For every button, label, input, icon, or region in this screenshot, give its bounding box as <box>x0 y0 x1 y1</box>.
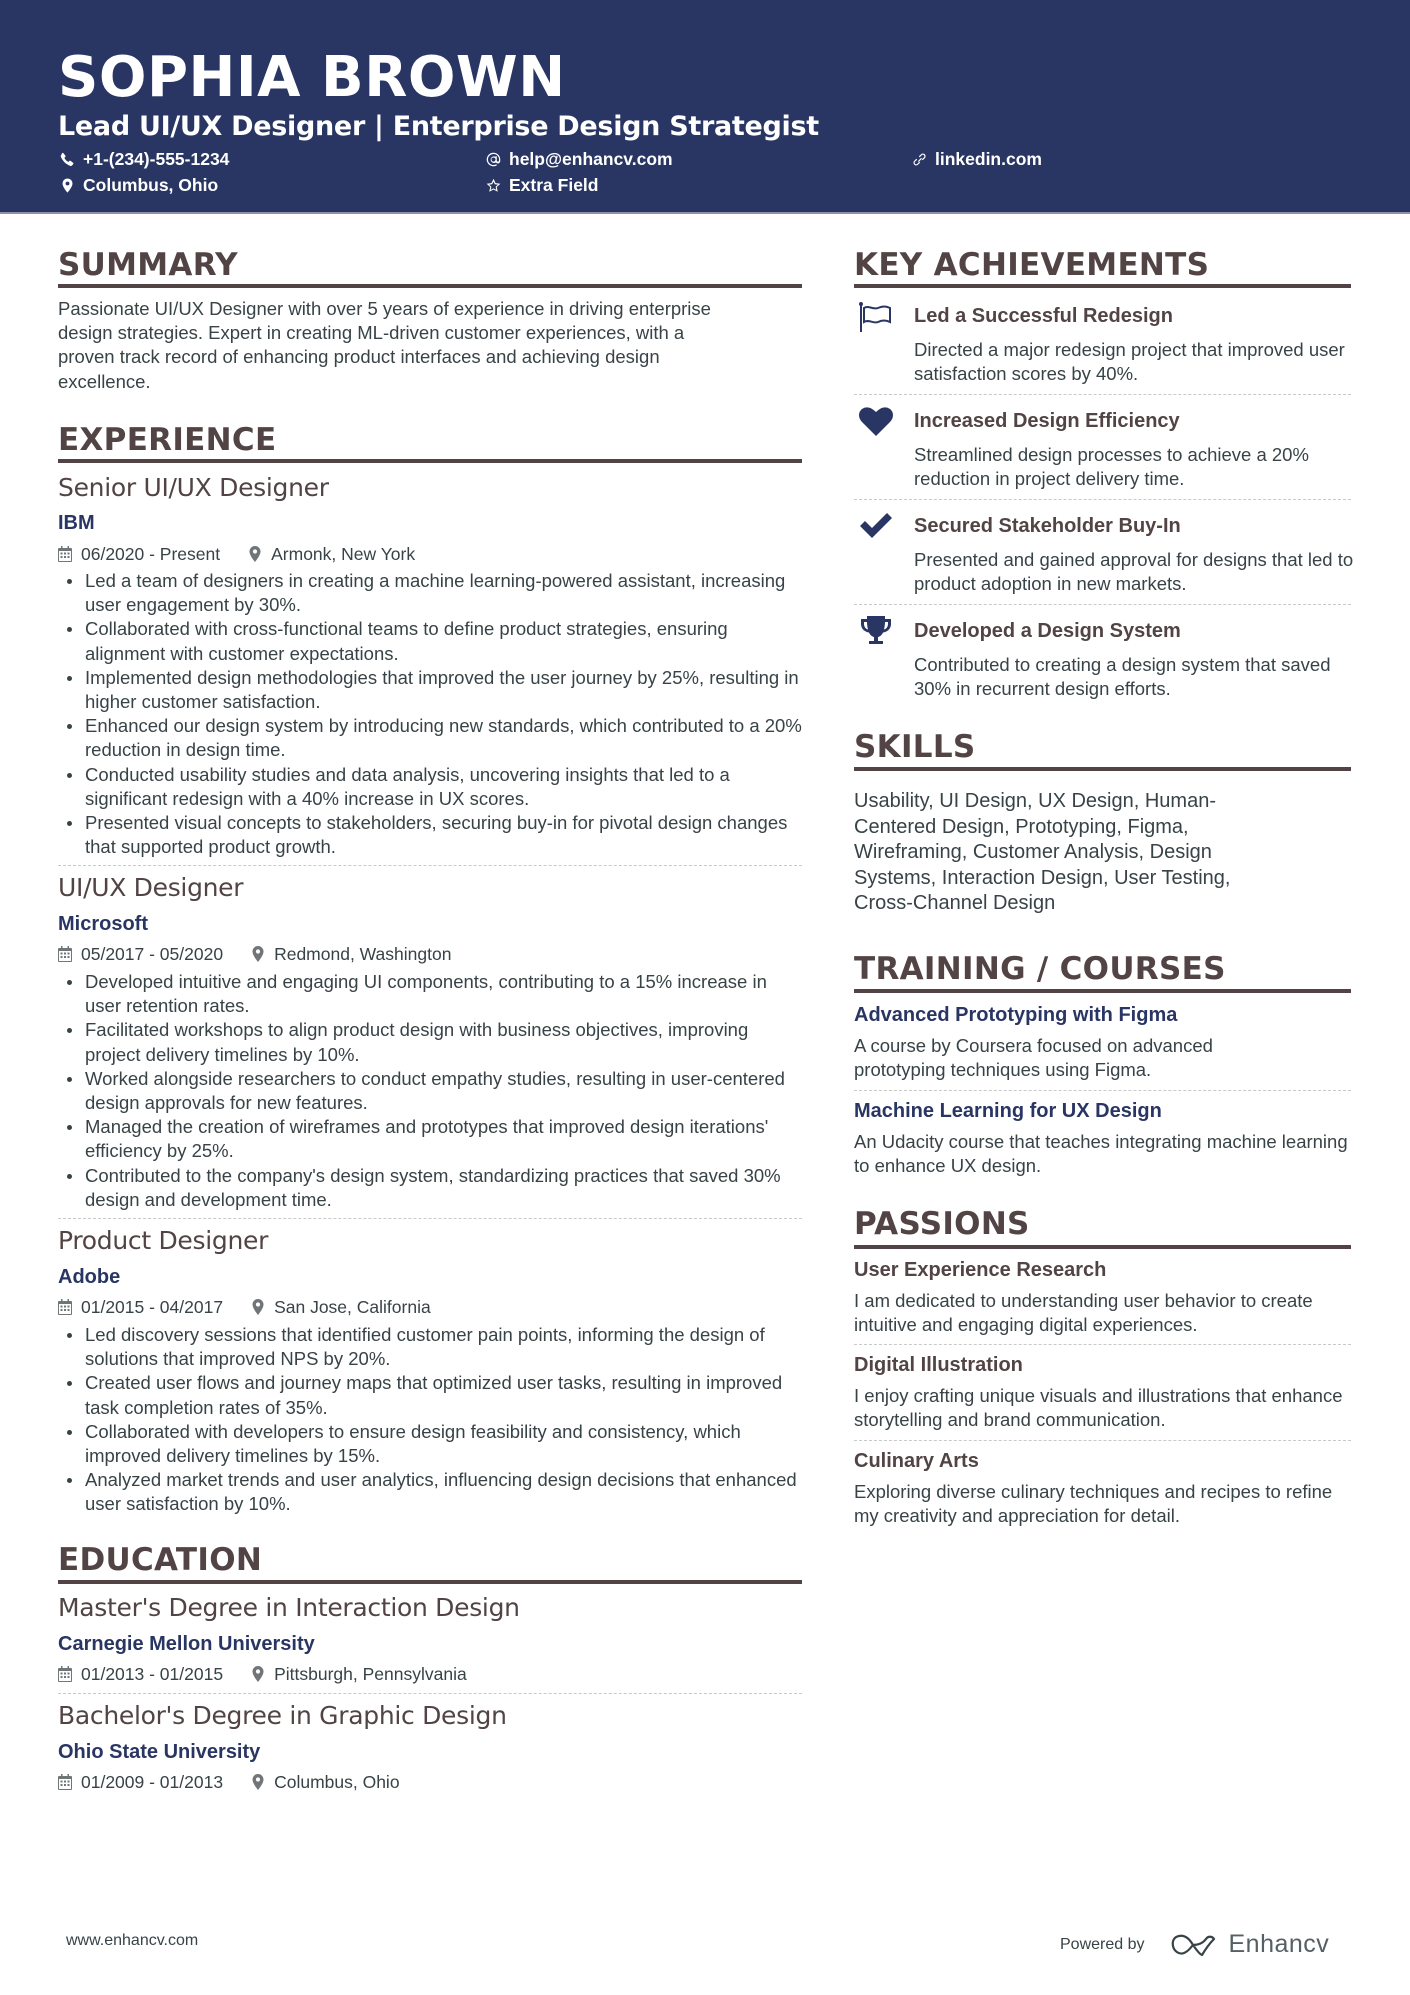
bullet-item: Worked alongside researchers to conduct empathy studies, resulting in user-centered design approvals for new features. <box>58 1067 802 1115</box>
achievements-divider <box>854 284 1351 288</box>
achievement-description: Presented and gained approval for designs that led to product adoption in new markets. <box>914 549 1354 595</box>
achievement-description: Directed a major redesign project that improved user satisfaction scores by 40%. <box>914 339 1345 385</box>
education-school: Carnegie Mellon University <box>58 1633 315 1655</box>
passion-title: Culinary Arts <box>854 1450 979 1472</box>
location-icon <box>251 946 265 962</box>
achievements-heading: KEY ACHIEVEMENTS <box>854 247 1210 283</box>
contact-extra-field <box>486 174 598 196</box>
job-role: Product Designer <box>58 1226 269 1255</box>
bullet-item: Conducted usability studies and data analysis, uncovering insights that led to a significant redesign with a 40% increase in UX scores. <box>58 763 802 811</box>
location-icon <box>251 1666 265 1682</box>
achievement-title: Developed a Design System <box>914 620 1181 642</box>
bullet-item: Developed intuitive and engaging UI components, contributing to a 15% increase in user retention rates. <box>58 970 802 1018</box>
job-company: Adobe <box>58 1266 121 1288</box>
course-separator <box>854 1090 1351 1091</box>
job-meta <box>58 943 451 965</box>
education-separator <box>58 1693 802 1694</box>
summary-divider <box>58 284 802 288</box>
education-degree: Master's Degree in Interaction Design <box>58 1593 520 1622</box>
flag-icon <box>858 300 894 336</box>
bullet-item: Collaborated with cross-functional teams to define product strategies, ensuring alignment with customer expectations. <box>58 617 802 665</box>
star-icon <box>486 178 501 193</box>
calendar-icon <box>58 946 72 962</box>
footer-branding[interactable] <box>1060 1930 1329 1959</box>
summary-line: Passionate UI/UX Designer with over 5 years of experience in driving enterprise <box>58 298 711 319</box>
education-divider <box>58 1580 802 1584</box>
education-school: Ohio State University <box>58 1741 261 1763</box>
skills-list: Usability, UI Design, UX Design, Human-Centered Design, Prototyping, Figma, Wireframing, Customer Analysis, Design Systems, Interaction Design, User Testing, Cross-Channel Design <box>854 790 1231 914</box>
bullet-item: Managed the creation of wireframes and prototypes that improved design iterations' efficiency by 25%. <box>58 1115 802 1163</box>
job-location: San Jose, California <box>274 1297 431 1317</box>
job-location: Armonk, New York <box>271 544 416 564</box>
calendar-icon <box>58 1666 72 1682</box>
passions-heading: PASSIONS <box>854 1206 1030 1242</box>
achievement-description: Streamlined design processes to achieve a 20% reduction in project delivery time. <box>914 444 1309 490</box>
enhancv-logo-icon <box>1171 1932 1217 1958</box>
passion-separator <box>854 1344 1351 1345</box>
passions-divider <box>854 1245 1351 1249</box>
location-icon <box>251 1774 265 1790</box>
skills-heading: SKILLS <box>854 729 976 765</box>
extra-field-value: Extra Field <box>509 175 599 195</box>
job-dates: 06/2020 - Present <box>81 544 221 564</box>
passion-title: User Experience Research <box>854 1259 1107 1281</box>
contact-phone[interactable] <box>60 148 229 170</box>
bullet-item: Implemented design methodologies that improved the user journey by 25%, resulting in higher customer satisfaction. <box>58 666 802 714</box>
job-meta <box>58 1296 431 1318</box>
job-bullets <box>58 1323 802 1517</box>
achievement-separator <box>854 499 1351 500</box>
bullet-item: Presented visual concepts to stakeholders, securing buy-in for pivotal design changes that supported product growth. <box>58 811 802 859</box>
candidate-title: Lead UI/UX Designer | Enterprise Design Strategist <box>58 111 819 142</box>
bullet-item: Analyzed market trends and user analytics, influencing design decisions that enhanced user satisfaction by 10%. <box>58 1468 802 1516</box>
job-dates: 01/2015 - 04/2017 <box>81 1297 224 1317</box>
experience-divider <box>58 459 802 463</box>
check-icon <box>858 508 894 544</box>
job-bullets <box>58 970 802 1212</box>
job-role: Senior UI/UX Designer <box>58 473 329 502</box>
enhancv-brand: Enhancv <box>1228 1930 1330 1958</box>
achievement-title: Increased Design Efficiency <box>914 410 1180 432</box>
trophy-icon <box>858 614 894 650</box>
passion-description: I am dedicated to understanding user behavior to create intuitive and engaging digital experiences. <box>854 1290 1313 1336</box>
education-meta <box>58 1663 467 1685</box>
email-value: help@enhancv.com <box>509 149 673 169</box>
course-title: Advanced Prototyping with Figma <box>854 1004 1178 1026</box>
heart-icon <box>858 403 894 439</box>
passion-title: Digital Illustration <box>854 1354 1023 1376</box>
course-description: An Udacity course that teaches integrating machine learning to enhance UX design. <box>854 1131 1348 1177</box>
contact-location <box>60 174 218 196</box>
achievement-title: Led a Successful Redesign <box>914 305 1173 327</box>
passion-description: I enjoy crafting unique visuals and illustrations that enhance storytelling and brand communication. <box>854 1385 1343 1431</box>
location-icon <box>248 546 262 562</box>
education-meta <box>58 1771 400 1793</box>
job-separator <box>58 1218 802 1219</box>
job-role: UI/UX Designer <box>58 873 244 902</box>
contact-email[interactable] <box>486 148 673 170</box>
bullet-item: Led discovery sessions that identified customer pain points, informing the design of solutions that improved NPS by 20%. <box>58 1323 802 1371</box>
footer-website-link[interactable]: www.enhancv.com <box>66 1932 199 1949</box>
summary-heading: SUMMARY <box>58 247 238 283</box>
bullet-item: Led a team of designers in creating a machine learning-powered assistant, increasing user engagement by 30%. <box>58 569 802 617</box>
location-icon <box>251 1299 265 1315</box>
achievement-title: Secured Stakeholder Buy-In <box>914 515 1181 537</box>
bullet-item: Facilitated workshops to align product design with business objectives, improving project delivery timelines by 10%. <box>58 1018 802 1066</box>
training-heading: TRAINING / COURSES <box>854 951 1226 987</box>
location-icon <box>60 178 75 193</box>
link-icon <box>912 152 927 167</box>
skills-divider <box>854 767 1351 771</box>
contact-linkedin[interactable] <box>912 148 1042 170</box>
summary-line: excellence. <box>58 370 151 392</box>
calendar-icon <box>58 546 72 562</box>
education-location: Columbus, Ohio <box>274 1772 400 1792</box>
job-company: Microsoft <box>58 913 148 935</box>
job-location: Redmond, Washington <box>274 944 452 964</box>
linkedin-value: linkedin.com <box>935 149 1042 169</box>
education-heading: EDUCATION <box>58 1542 263 1578</box>
education-location: Pittsburgh, Pennsylvania <box>274 1664 467 1684</box>
summary-text <box>58 297 818 394</box>
achievement-separator <box>854 394 1351 395</box>
bullet-item: Contributed to the company's design system, standardizing practices that saved 30% design and development time. <box>58 1164 802 1212</box>
passion-separator <box>854 1440 1351 1441</box>
summary-line: proven track record of enhancing product interfaces and achieving design <box>58 346 660 368</box>
achievement-separator <box>854 604 1351 605</box>
calendar-icon <box>58 1774 72 1790</box>
phone-icon <box>60 152 75 167</box>
job-meta <box>58 543 415 565</box>
course-description: A course by Coursera focused on advanced prototyping techniques using Figma. <box>854 1035 1213 1081</box>
phone-value: +1-(234)-555-1234 <box>83 149 230 169</box>
education-dates: 01/2009 - 01/2013 <box>81 1772 224 1792</box>
experience-heading: EXPERIENCE <box>58 422 277 458</box>
job-dates: 05/2017 - 05/2020 <box>81 944 224 964</box>
bullet-item: Created user flows and journey maps that optimized user tasks, resulting in improved task completion rates of 35%. <box>58 1371 802 1419</box>
course-title: Machine Learning for UX Design <box>854 1100 1162 1122</box>
job-bullets <box>58 569 802 859</box>
at-icon <box>486 152 501 167</box>
job-separator <box>58 865 802 866</box>
powered-by-label: Powered by <box>1060 1935 1145 1953</box>
bullet-item: Collaborated with developers to ensure design feasibility and consistency, which improved delivery timelines by 15%. <box>58 1420 802 1468</box>
passion-description: Exploring diverse culinary techniques and recipes to refine my creativity and appreciation for detail. <box>854 1481 1333 1527</box>
location-value: Columbus, Ohio <box>83 175 219 195</box>
summary-line: design strategies. Expert in creating ML-driven customer experiences, with a <box>58 322 685 344</box>
education-dates: 01/2013 - 01/2015 <box>81 1664 224 1684</box>
training-divider <box>854 989 1351 993</box>
achievement-description: Contributed to creating a design system that saved 30% in recurrent design efforts. <box>914 654 1331 700</box>
candidate-name: SOPHIA BROWN <box>58 45 566 110</box>
calendar-icon <box>58 1299 72 1315</box>
resume-header <box>0 0 1410 214</box>
education-degree: Bachelor's Degree in Graphic Design <box>58 1701 507 1730</box>
bullet-item: Enhanced our design system by introducing new standards, which contributed to a 20% reduction in design time. <box>58 714 802 762</box>
job-company: IBM <box>58 512 95 534</box>
